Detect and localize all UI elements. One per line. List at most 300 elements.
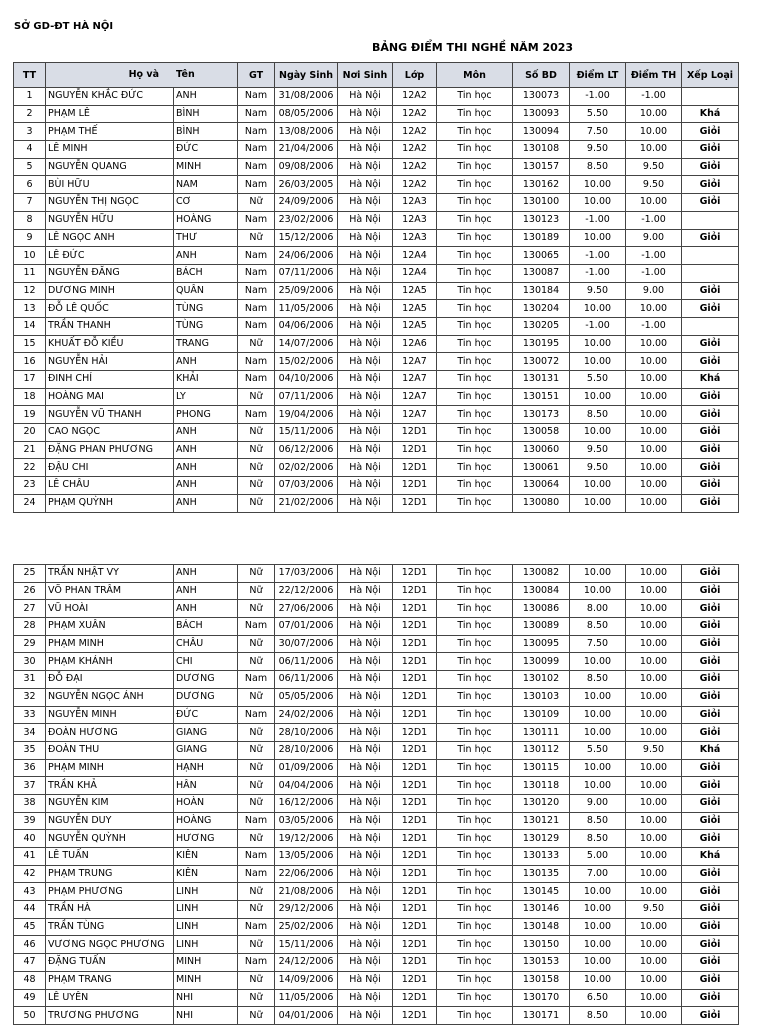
cell-diem-th: 10.00: [626, 883, 682, 901]
cell-lop: 12D1: [393, 989, 437, 1007]
document-title: BẢNG ĐIỂM THI NGHỀ NĂM 2023: [372, 41, 574, 54]
cell-so-bd: 130205: [513, 317, 570, 335]
cell-gt: Nam: [238, 954, 275, 972]
cell-noi-sinh: Hà Nội: [338, 1007, 393, 1025]
cell-diem-lt: 10.00: [570, 724, 626, 742]
cell-diem-th: 10.00: [626, 194, 682, 212]
cell-noi-sinh: Hà Nội: [338, 865, 393, 883]
cell-diem-lt: -1.00: [570, 211, 626, 229]
cell-so-bd: 130146: [513, 901, 570, 919]
table-row: [14, 936, 739, 954]
cell-xep-loai: Giỏi: [682, 1007, 739, 1025]
cell-noi-sinh: Hà Nội: [338, 264, 393, 282]
table-row: [14, 176, 739, 194]
cell-noi-sinh: Hà Nội: [338, 671, 393, 689]
col-header-noi-sinh: Nơi Sinh: [338, 63, 393, 88]
cell-lop: 12D1: [393, 971, 437, 989]
cell-mon: Tin học: [437, 706, 513, 724]
cell-lop: 12A5: [393, 300, 437, 318]
cell-ten: TÙNG: [174, 300, 238, 318]
cell-mon: Tin học: [437, 830, 513, 848]
cell-tt: 4: [14, 141, 46, 159]
cell-noi-sinh: Hà Nội: [338, 335, 393, 353]
cell-ngay-sinh: 25/02/2006: [275, 918, 338, 936]
cell-noi-sinh: Hà Nội: [338, 794, 393, 812]
cell-ho-va: BÙI HỮU: [46, 176, 174, 194]
cell-tt: 11: [14, 264, 46, 282]
cell-ngay-sinh: 28/10/2006: [275, 724, 338, 742]
cell-tt: 13: [14, 300, 46, 318]
cell-gt: Nữ: [238, 477, 275, 495]
cell-diem-lt: 10.00: [570, 424, 626, 442]
cell-ho-va: ĐOÀN HƯƠNG: [46, 724, 174, 742]
cell-gt: Nữ: [238, 741, 275, 759]
cell-lop: 12A7: [393, 371, 437, 389]
cell-ngay-sinh: 11/05/2006: [275, 300, 338, 318]
cell-ho-va: NGUYỄN VŨ THANH: [46, 406, 174, 424]
cell-lop: 12A2: [393, 105, 437, 123]
cell-gt: Nam: [238, 918, 275, 936]
cell-ngay-sinh: 05/05/2006: [275, 688, 338, 706]
cell-ngay-sinh: 07/03/2006: [275, 477, 338, 495]
cell-ngay-sinh: 09/08/2006: [275, 158, 338, 176]
cell-diem-lt: 8.50: [570, 830, 626, 848]
cell-ngay-sinh: 15/02/2006: [275, 353, 338, 371]
score-table-part-1: [13, 62, 739, 513]
cell-ho-va: TRẦN NHẬT VY: [46, 565, 174, 583]
cell-tt: 48: [14, 971, 46, 989]
cell-xep-loai: Khá: [682, 848, 739, 866]
cell-lop: 12A2: [393, 88, 437, 106]
table-row: [14, 88, 739, 106]
cell-noi-sinh: Hà Nội: [338, 812, 393, 830]
cell-so-bd: 130115: [513, 759, 570, 777]
cell-xep-loai: Khá: [682, 741, 739, 759]
cell-tt: 5: [14, 158, 46, 176]
cell-diem-lt: 7.50: [570, 635, 626, 653]
table-row: [14, 424, 739, 442]
table-row: [14, 653, 739, 671]
cell-so-bd: 130073: [513, 88, 570, 106]
cell-gt: Nữ: [238, 388, 275, 406]
cell-diem-lt: 10.00: [570, 565, 626, 583]
cell-noi-sinh: Hà Nội: [338, 830, 393, 848]
cell-diem-th: 10.00: [626, 371, 682, 389]
cell-diem-th: 10.00: [626, 565, 682, 583]
cell-xep-loai: Giỏi: [682, 794, 739, 812]
table-row: [14, 971, 739, 989]
cell-diem-th: 10.00: [626, 618, 682, 636]
cell-ho-va: LÊ CHÂU: [46, 477, 174, 495]
cell-ten: ANH: [174, 441, 238, 459]
cell-mon: Tin học: [437, 371, 513, 389]
cell-so-bd: 130108: [513, 141, 570, 159]
cell-tt: 9: [14, 229, 46, 247]
cell-diem-lt: 7.50: [570, 123, 626, 141]
cell-ho-va: NGUYỄN MINH: [46, 706, 174, 724]
cell-tt: 38: [14, 794, 46, 812]
cell-ngay-sinh: 15/11/2006: [275, 424, 338, 442]
cell-tt: 6: [14, 176, 46, 194]
col-header-so-bd: Số BD: [513, 63, 570, 88]
table-row: [14, 300, 739, 318]
cell-so-bd: 130171: [513, 1007, 570, 1025]
cell-ho-va: TRẦN TÙNG: [46, 918, 174, 936]
cell-mon: Tin học: [437, 865, 513, 883]
col-header-xep-loai: Xếp Loại: [682, 63, 739, 88]
table-row: [14, 371, 739, 389]
cell-ngay-sinh: 26/03/2005: [275, 176, 338, 194]
cell-ngay-sinh: 07/11/2006: [275, 388, 338, 406]
cell-noi-sinh: Hà Nội: [338, 724, 393, 742]
cell-ho-va: PHẠM KHÁNH: [46, 653, 174, 671]
table-row: [14, 353, 739, 371]
cell-tt: 14: [14, 317, 46, 335]
cell-ten: CHÂU: [174, 635, 238, 653]
cell-mon: Tin học: [437, 88, 513, 106]
cell-diem-th: 10.00: [626, 830, 682, 848]
cell-xep-loai: Giỏi: [682, 901, 739, 919]
cell-tt: 20: [14, 424, 46, 442]
cell-lop: 12D1: [393, 582, 437, 600]
cell-gt: Nữ: [238, 635, 275, 653]
cell-lop: 12A5: [393, 282, 437, 300]
cell-diem-th: 10.00: [626, 794, 682, 812]
cell-so-bd: 130170: [513, 989, 570, 1007]
cell-ngay-sinh: 24/02/2006: [275, 706, 338, 724]
cell-ten: TRANG: [174, 335, 238, 353]
cell-gt: Nam: [238, 618, 275, 636]
cell-ten: ANH: [174, 353, 238, 371]
cell-diem-th: 9.00: [626, 229, 682, 247]
cell-ngay-sinh: 31/08/2006: [275, 88, 338, 106]
cell-so-bd: 130072: [513, 353, 570, 371]
cell-ten: KHẢI: [174, 371, 238, 389]
cell-ten: LINH: [174, 901, 238, 919]
cell-noi-sinh: Hà Nội: [338, 229, 393, 247]
cell-ngay-sinh: 04/04/2006: [275, 777, 338, 795]
cell-ngay-sinh: 02/02/2006: [275, 459, 338, 477]
cell-ngay-sinh: 16/12/2006: [275, 794, 338, 812]
cell-ngay-sinh: 14/09/2006: [275, 971, 338, 989]
cell-diem-th: 10.00: [626, 706, 682, 724]
table-row: [14, 865, 739, 883]
cell-ngay-sinh: 23/02/2006: [275, 211, 338, 229]
cell-ngay-sinh: 04/01/2006: [275, 1007, 338, 1025]
table-row: [14, 317, 739, 335]
cell-noi-sinh: Hà Nội: [338, 989, 393, 1007]
cell-xep-loai: Giỏi: [682, 954, 739, 972]
table-row: [14, 1007, 739, 1025]
cell-ngay-sinh: 21/08/2006: [275, 883, 338, 901]
cell-so-bd: 130195: [513, 335, 570, 353]
cell-xep-loai: Giỏi: [682, 459, 739, 477]
cell-diem-th: 9.50: [626, 741, 682, 759]
table-row: [14, 794, 739, 812]
table-body: [14, 565, 739, 1025]
table-row: [14, 706, 739, 724]
cell-lop: 12D1: [393, 883, 437, 901]
cell-ho-va: ĐẶNG TUẤN: [46, 954, 174, 972]
cell-xep-loai: Giỏi: [682, 671, 739, 689]
cell-gt: Nữ: [238, 971, 275, 989]
cell-mon: Tin học: [437, 494, 513, 512]
cell-so-bd: 130133: [513, 848, 570, 866]
cell-xep-loai: Giỏi: [682, 565, 739, 583]
table-row: [14, 264, 739, 282]
cell-xep-loai: Giỏi: [682, 883, 739, 901]
cell-diem-th: 10.00: [626, 353, 682, 371]
table-row: [14, 777, 739, 795]
cell-so-bd: 130158: [513, 971, 570, 989]
col-header-mon: Môn: [437, 63, 513, 88]
cell-ho-va: NGUYỄN QUỲNH: [46, 830, 174, 848]
cell-xep-loai: [682, 264, 739, 282]
cell-so-bd: 130120: [513, 794, 570, 812]
cell-tt: 18: [14, 388, 46, 406]
cell-noi-sinh: Hà Nội: [338, 688, 393, 706]
cell-lop: 12D1: [393, 477, 437, 495]
cell-diem-lt: 10.00: [570, 901, 626, 919]
table-row: [14, 989, 739, 1007]
cell-mon: Tin học: [437, 688, 513, 706]
cell-ho-va: TRƯƠNG PHƯƠNG: [46, 1007, 174, 1025]
cell-lop: 12D1: [393, 688, 437, 706]
cell-ho-va: NGUYỄN DUY: [46, 812, 174, 830]
cell-xep-loai: Giỏi: [682, 194, 739, 212]
cell-ten: ANH: [174, 247, 238, 265]
cell-ngay-sinh: 30/07/2006: [275, 635, 338, 653]
cell-diem-th: 10.00: [626, 954, 682, 972]
cell-lop: 12D1: [393, 1007, 437, 1025]
cell-lop: 12D1: [393, 671, 437, 689]
cell-noi-sinh: Hà Nội: [338, 141, 393, 159]
cell-xep-loai: Giỏi: [682, 123, 739, 141]
cell-so-bd: 130173: [513, 406, 570, 424]
cell-gt: Nữ: [238, 424, 275, 442]
cell-mon: Tin học: [437, 883, 513, 901]
cell-diem-th: 10.00: [626, 459, 682, 477]
table-row: [14, 901, 739, 919]
cell-xep-loai: Giỏi: [682, 812, 739, 830]
cell-so-bd: 130058: [513, 424, 570, 442]
cell-ho-va: TRẦN HÀ: [46, 901, 174, 919]
cell-ho-va: HOÀNG MAI: [46, 388, 174, 406]
cell-xep-loai: Giỏi: [682, 830, 739, 848]
cell-gt: Nam: [238, 353, 275, 371]
cell-diem-th: 10.00: [626, 724, 682, 742]
cell-xep-loai: Giỏi: [682, 724, 739, 742]
cell-gt: Nam: [238, 264, 275, 282]
cell-noi-sinh: Hà Nội: [338, 247, 393, 265]
cell-xep-loai: Giỏi: [682, 618, 739, 636]
cell-lop: 12A7: [393, 353, 437, 371]
cell-tt: 21: [14, 441, 46, 459]
cell-noi-sinh: Hà Nội: [338, 901, 393, 919]
cell-xep-loai: Giỏi: [682, 176, 739, 194]
cell-gt: Nữ: [238, 1007, 275, 1025]
cell-so-bd: 130121: [513, 812, 570, 830]
cell-ngay-sinh: 13/08/2006: [275, 123, 338, 141]
cell-ho-va: PHẠM TRUNG: [46, 865, 174, 883]
cell-ngay-sinh: 21/02/2006: [275, 494, 338, 512]
cell-gt: Nữ: [238, 724, 275, 742]
cell-diem-th: 10.00: [626, 424, 682, 442]
cell-xep-loai: Giỏi: [682, 688, 739, 706]
cell-lop: 12A4: [393, 264, 437, 282]
cell-diem-lt: -1.00: [570, 317, 626, 335]
cell-ten: TÙNG: [174, 317, 238, 335]
cell-so-bd: 130123: [513, 211, 570, 229]
cell-lop: 12A3: [393, 229, 437, 247]
cell-diem-lt: 5.50: [570, 371, 626, 389]
cell-mon: Tin học: [437, 300, 513, 318]
cell-ngay-sinh: 21/04/2006: [275, 141, 338, 159]
cell-mon: Tin học: [437, 282, 513, 300]
cell-noi-sinh: Hà Nội: [338, 317, 393, 335]
cell-ngay-sinh: 22/12/2006: [275, 582, 338, 600]
cell-noi-sinh: Hà Nội: [338, 741, 393, 759]
cell-mon: Tin học: [437, 264, 513, 282]
cell-lop: 12D1: [393, 777, 437, 795]
cell-ho-va: NGUYỄN HẢI: [46, 353, 174, 371]
cell-xep-loai: [682, 317, 739, 335]
cell-diem-lt: 10.00: [570, 706, 626, 724]
cell-tt: 31: [14, 671, 46, 689]
cell-diem-lt: 5.50: [570, 105, 626, 123]
cell-xep-loai: [682, 211, 739, 229]
cell-xep-loai: Giỏi: [682, 865, 739, 883]
col-header-lop: Lớp: [393, 63, 437, 88]
cell-xep-loai: [682, 88, 739, 106]
cell-ngay-sinh: 01/09/2006: [275, 759, 338, 777]
cell-ho-va: PHẠM QUỲNH: [46, 494, 174, 512]
cell-so-bd: 130162: [513, 176, 570, 194]
cell-gt: Nữ: [238, 582, 275, 600]
cell-lop: 12A2: [393, 123, 437, 141]
cell-diem-th: 10.00: [626, 848, 682, 866]
cell-lop: 12D1: [393, 724, 437, 742]
cell-gt: Nữ: [238, 688, 275, 706]
cell-lop: 12D1: [393, 830, 437, 848]
cell-noi-sinh: Hà Nội: [338, 176, 393, 194]
cell-ten: QUÂN: [174, 282, 238, 300]
cell-diem-lt: 10.00: [570, 229, 626, 247]
cell-tt: 24: [14, 494, 46, 512]
cell-so-bd: 130109: [513, 706, 570, 724]
cell-diem-th: 10.00: [626, 600, 682, 618]
cell-tt: 12: [14, 282, 46, 300]
cell-ho-va: ĐẶNG PHAN PHƯƠNG: [46, 441, 174, 459]
cell-mon: Tin học: [437, 741, 513, 759]
cell-ten: NAM: [174, 176, 238, 194]
cell-tt: 43: [14, 883, 46, 901]
table-row: [14, 194, 739, 212]
cell-ngay-sinh: 17/03/2006: [275, 565, 338, 583]
cell-mon: Tin học: [437, 971, 513, 989]
cell-mon: Tin học: [437, 794, 513, 812]
cell-ngay-sinh: 04/10/2006: [275, 371, 338, 389]
cell-diem-th: 10.00: [626, 971, 682, 989]
cell-ten: ANH: [174, 494, 238, 512]
cell-noi-sinh: Hà Nội: [338, 759, 393, 777]
cell-mon: Tin học: [437, 600, 513, 618]
cell-mon: Tin học: [437, 812, 513, 830]
cell-noi-sinh: Hà Nội: [338, 105, 393, 123]
cell-so-bd: 130086: [513, 600, 570, 618]
cell-noi-sinh: Hà Nội: [338, 388, 393, 406]
cell-gt: Nữ: [238, 459, 275, 477]
cell-ten: NHI: [174, 989, 238, 1007]
cell-tt: 41: [14, 848, 46, 866]
cell-noi-sinh: Hà Nội: [338, 635, 393, 653]
cell-ten: ANH: [174, 600, 238, 618]
col-header-ho-va: Họ và: [128, 69, 159, 80]
cell-ho-va: DƯƠNG MINH: [46, 282, 174, 300]
cell-ho-va: PHẠM MINH: [46, 759, 174, 777]
cell-xep-loai: Giỏi: [682, 653, 739, 671]
cell-diem-lt: 10.00: [570, 954, 626, 972]
cell-ho-va: NGUYỄN QUANG: [46, 158, 174, 176]
cell-mon: Tin học: [437, 777, 513, 795]
table-row: [14, 848, 739, 866]
cell-lop: 12D1: [393, 494, 437, 512]
cell-gt: Nam: [238, 406, 275, 424]
cell-ho-va: NGUYỄN ĐĂNG: [46, 264, 174, 282]
cell-ngay-sinh: 28/10/2006: [275, 741, 338, 759]
cell-tt: 17: [14, 371, 46, 389]
cell-diem-lt: 10.00: [570, 176, 626, 194]
cell-so-bd: 130157: [513, 158, 570, 176]
cell-mon: Tin học: [437, 123, 513, 141]
cell-gt: Nam: [238, 371, 275, 389]
table-row: [14, 406, 739, 424]
cell-ho-va: PHẠM XUÂN: [46, 618, 174, 636]
cell-so-bd: 130093: [513, 105, 570, 123]
cell-xep-loai: Giỏi: [682, 971, 739, 989]
cell-ngay-sinh: 22/06/2006: [275, 865, 338, 883]
cell-diem-lt: 10.00: [570, 759, 626, 777]
cell-ho-va: LÊ TUẤN: [46, 848, 174, 866]
cell-ten: HẠNH: [174, 759, 238, 777]
cell-diem-lt: 9.00: [570, 794, 626, 812]
cell-diem-lt: 8.50: [570, 406, 626, 424]
cell-ten: THƯ: [174, 229, 238, 247]
cell-ho-va: NGUYỄN HỮU: [46, 211, 174, 229]
col-header-name: [46, 63, 238, 88]
cell-diem-lt: 9.50: [570, 282, 626, 300]
cell-diem-th: -1.00: [626, 88, 682, 106]
cell-mon: Tin học: [437, 211, 513, 229]
cell-tt: 44: [14, 901, 46, 919]
table-header-row: [14, 63, 739, 88]
cell-ten: KIÊN: [174, 848, 238, 866]
cell-gt: Nam: [238, 141, 275, 159]
cell-xep-loai: [682, 247, 739, 265]
cell-mon: Tin học: [437, 989, 513, 1007]
cell-gt: Nam: [238, 123, 275, 141]
table-row: [14, 388, 739, 406]
cell-tt: 33: [14, 706, 46, 724]
cell-so-bd: 130102: [513, 671, 570, 689]
cell-ten: MINH: [174, 954, 238, 972]
cell-diem-lt: 10.00: [570, 194, 626, 212]
cell-gt: Nữ: [238, 600, 275, 618]
col-header-ngay-sinh: Ngày Sinh: [275, 63, 338, 88]
cell-tt: 8: [14, 211, 46, 229]
cell-lop: 12D1: [393, 618, 437, 636]
cell-diem-th: 10.00: [626, 865, 682, 883]
